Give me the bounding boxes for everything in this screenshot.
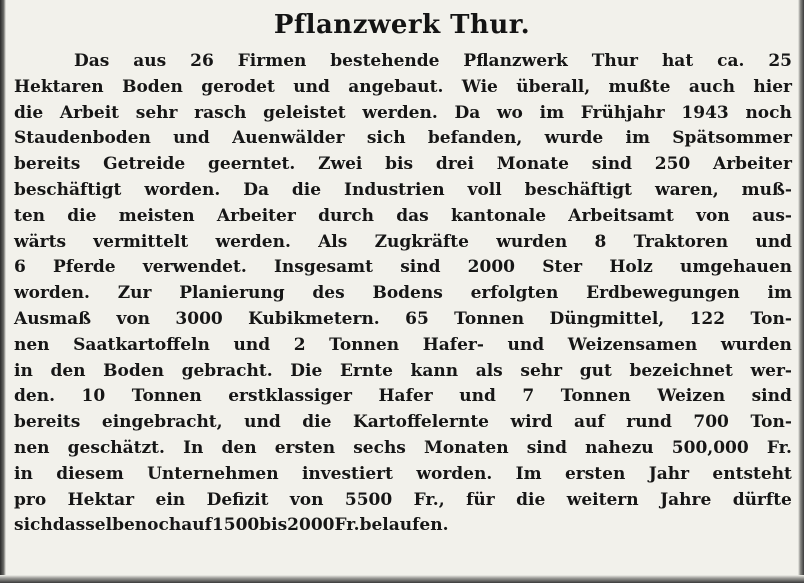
article-word: 2000	[467, 257, 515, 278]
article-word: Ton-	[750, 308, 792, 329]
article-word: durch	[318, 205, 374, 226]
article-word: bis	[385, 154, 414, 175]
article-word: beschäftigt	[14, 179, 122, 200]
article-word: 8	[594, 231, 607, 252]
article-word: noch	[134, 515, 182, 536]
article-word: drei	[435, 154, 474, 175]
article-word: des	[312, 283, 345, 304]
article-word: ersten	[274, 437, 336, 458]
article-word: Pflanzwerk	[463, 51, 568, 71]
article-line	[14, 101, 792, 127]
article-word: sind	[400, 257, 441, 278]
article-word: nahezu	[585, 437, 654, 458]
article-word: Kubikmetern.	[248, 308, 380, 329]
article-word: Wie	[461, 76, 498, 97]
article-word: kann	[410, 360, 459, 381]
article-word: belaufen.	[359, 515, 449, 536]
article-word: in	[14, 463, 33, 484]
article-word: Boden	[122, 76, 183, 97]
article-word: werden.	[362, 102, 438, 123]
article-word: Traktoren	[633, 231, 729, 252]
article-word: sind	[526, 437, 567, 458]
article-word: von	[696, 205, 730, 226]
article-word: Frühjahr	[580, 102, 665, 123]
article-word: wer-	[750, 360, 792, 381]
article-word: Das	[74, 51, 110, 71]
article-word: Unternehmen	[147, 463, 279, 484]
article-word: dasselbe	[52, 515, 135, 536]
article-word: Zwei	[318, 154, 363, 175]
article-word: bezeichnet	[629, 360, 733, 381]
article-word: sehr	[135, 102, 178, 123]
article-word: wärts	[14, 231, 67, 252]
article-word: Hafer-	[422, 334, 484, 355]
article-word: waren,	[655, 179, 719, 200]
article-word: Ster	[542, 257, 583, 278]
article-word: 2	[293, 334, 306, 355]
article-word: Auenwälder	[232, 128, 345, 149]
article-word: von	[116, 308, 151, 329]
article-word: Monate	[496, 154, 569, 175]
article-word: als	[475, 360, 503, 381]
article-word: Arbeit	[59, 102, 120, 123]
article-word: Firmen	[237, 51, 307, 71]
article-word: 122	[689, 308, 726, 329]
article-word: Als	[318, 231, 348, 252]
article-word: den	[50, 360, 86, 381]
article-word: 7	[522, 386, 535, 407]
article-word: worden.	[416, 463, 493, 484]
article-word: für	[466, 489, 495, 510]
article-word: nen	[14, 334, 50, 355]
article-word: ein	[155, 489, 186, 510]
article-word: In	[183, 437, 204, 458]
article-word: Im	[515, 463, 542, 484]
article-word: meisten	[118, 205, 195, 226]
article-word: bereits	[14, 154, 81, 175]
article-word: Tonnen	[131, 386, 202, 407]
article-word: im	[625, 128, 650, 149]
article-word: vermittelt	[93, 231, 189, 252]
article-word: wurden	[720, 334, 792, 355]
article-line	[14, 384, 792, 410]
article-word: die	[291, 179, 322, 200]
article-word: 2000	[287, 515, 335, 536]
article-word: 65	[405, 308, 429, 329]
article-word: 25	[768, 51, 792, 71]
article-word: bestehende	[330, 51, 440, 71]
article-word: 700	[693, 412, 729, 433]
article-word: kantonale	[451, 205, 547, 226]
article-word: Zur	[117, 283, 152, 304]
article-word: bereits	[14, 412, 81, 433]
article-word: Getreide	[103, 154, 186, 175]
article-word: eingebracht,	[101, 412, 223, 433]
article-word: im	[539, 102, 565, 123]
article-line	[14, 513, 792, 539]
article-word: gut	[579, 360, 612, 381]
article-word: die	[302, 412, 332, 433]
article-word: geschätzt.	[67, 437, 165, 458]
article-word: Spätsommer	[672, 128, 792, 149]
article-word: auf	[181, 515, 212, 536]
article-word: Weizen	[657, 386, 726, 407]
article-word: Tonnen	[329, 334, 400, 355]
article-word: die	[516, 489, 546, 510]
scan-right-edge	[798, 0, 804, 583]
article-word: Arbeitsamt	[568, 205, 674, 226]
article-line	[14, 49, 792, 75]
article-word: Hektar	[67, 489, 135, 510]
article-word: in	[14, 360, 33, 381]
article-word: Ernte	[339, 360, 393, 381]
article-word: 1943	[681, 102, 729, 123]
article-word: bis	[259, 515, 288, 536]
article-word: wo	[496, 102, 523, 123]
article-word: im	[767, 283, 792, 304]
article-word: verwendet.	[142, 257, 247, 278]
article-line	[14, 436, 792, 462]
article-word: investiert	[301, 463, 393, 484]
article-word: gerodet	[201, 76, 275, 97]
article-word: 500,000	[671, 437, 749, 458]
article-line	[14, 462, 792, 488]
article-word: Defizit	[206, 489, 269, 510]
article-word: von	[289, 489, 324, 510]
article-word: rund	[626, 412, 672, 433]
article-line	[14, 333, 792, 359]
article-word: Saatkartoffeln	[73, 334, 210, 355]
article-word: Hafer	[378, 386, 433, 407]
article-line	[14, 126, 792, 152]
article-line	[14, 75, 792, 101]
article-line	[14, 281, 792, 307]
article-word: Düngmittel,	[549, 308, 665, 329]
article-word: auf	[574, 412, 605, 433]
article-word: angebaut.	[348, 76, 444, 97]
article-word: gebracht.	[181, 360, 273, 381]
article-word: worden.	[144, 179, 221, 200]
article-word: den	[221, 437, 257, 458]
article-title: Pflanzwerk Thur.	[273, 10, 531, 40]
article-word: Kartoffelernte	[353, 412, 489, 433]
article-word: dürfte	[732, 489, 792, 510]
article-word: die	[67, 205, 97, 226]
article-word: und	[233, 334, 271, 355]
article-word: 3000	[175, 308, 223, 329]
article-word: werden.	[215, 231, 291, 252]
article-word: Monaten	[424, 437, 509, 458]
article-line	[14, 359, 792, 385]
article-word: Thur	[591, 51, 639, 71]
article-word: Fr.	[766, 437, 792, 458]
article-word: 26	[190, 51, 214, 71]
article-word: Industrien	[344, 179, 445, 200]
article-word: geerntet.	[208, 154, 296, 175]
article-word: überall,	[516, 76, 591, 97]
article-body	[14, 49, 792, 539]
article-word: umgehauen	[680, 257, 792, 278]
article-word: Fr.,	[413, 489, 445, 510]
article-line	[14, 488, 792, 514]
article-word: diesem	[56, 463, 124, 484]
article-word: und	[507, 334, 545, 355]
article-word: weitern	[566, 489, 639, 510]
article-word: wird	[510, 412, 553, 433]
article-word: 10	[81, 386, 106, 407]
article-line	[14, 307, 792, 333]
article-word: Da	[243, 179, 269, 200]
article-word: Da	[454, 102, 481, 123]
scan-bottom-edge	[0, 575, 804, 583]
article-word: sich	[14, 515, 53, 536]
article-word: wurden	[496, 231, 568, 252]
article-word: Hektaren	[14, 76, 104, 97]
article-word: voll	[467, 179, 502, 200]
article-word: Pferde	[53, 257, 116, 278]
article-word: aus	[133, 51, 167, 71]
article-line	[14, 230, 792, 256]
article-word: befanden,	[427, 128, 523, 149]
article-word: ten	[14, 205, 46, 226]
article-word: nen	[14, 437, 50, 458]
article-word: die	[14, 102, 44, 123]
article-word: hier	[753, 76, 792, 97]
article-word: aus-	[751, 205, 792, 226]
article-line	[14, 204, 792, 230]
article-word: 6	[14, 257, 26, 278]
article-word: geleistet	[263, 102, 346, 123]
article-word: und	[293, 76, 330, 97]
article-word: ersten	[564, 463, 626, 484]
article-word: rasch	[194, 102, 247, 123]
article-word: 250	[654, 154, 691, 175]
article-word: sechs	[353, 437, 406, 458]
article-line	[14, 178, 792, 204]
scan-left-edge	[0, 0, 6, 583]
article-line	[14, 152, 792, 178]
article-word: entsteht	[712, 463, 792, 484]
article-word: Zugkräfte	[374, 231, 469, 252]
article-word: erfolgten	[470, 283, 559, 304]
article-word: Planierung	[179, 283, 285, 304]
article-word: Insgesamt	[273, 257, 373, 278]
article-word: beschäftigt	[524, 179, 633, 200]
article-word: wurde	[544, 128, 604, 149]
article-word: Erdbewegungen	[586, 283, 740, 304]
article-word: muß-	[741, 179, 792, 200]
article-word: mußte	[608, 76, 671, 97]
article-word: sind	[751, 386, 792, 407]
article-word: Arbeiter	[216, 205, 296, 226]
article-word: noch	[745, 102, 792, 123]
article-word: Bodens	[372, 283, 443, 304]
article-word: und	[459, 386, 496, 407]
article-word: und	[755, 231, 792, 252]
article-word: das	[396, 205, 429, 226]
article-word: Tonnen	[454, 308, 525, 329]
article-word: erstklassiger	[228, 386, 352, 407]
article-word: Staudenboden	[14, 128, 151, 149]
article-word: worden.	[14, 283, 90, 304]
article-word: sehr	[520, 360, 563, 381]
article-word: Jahre	[660, 489, 712, 510]
article-word: 1500	[211, 515, 260, 536]
article-word: Ton-	[750, 412, 792, 433]
article-word: 5500	[344, 489, 393, 510]
article-word: ca.	[717, 51, 745, 71]
article-word: und	[173, 128, 210, 149]
article-word: Boden	[103, 360, 164, 381]
article-word: Jahr	[648, 463, 690, 484]
article-word: Ausmaß	[14, 308, 92, 329]
article-word: sind	[591, 154, 632, 175]
article-word: Fr.	[334, 515, 360, 536]
article-word: Arbeiter	[713, 154, 792, 175]
article-word: auch	[688, 76, 735, 97]
article-line	[14, 255, 792, 281]
article-line	[14, 410, 792, 436]
article-word: Weizensamen	[567, 334, 698, 355]
article-word: den.	[14, 386, 55, 407]
article-word: Die	[290, 360, 323, 381]
article-word: und	[244, 412, 281, 433]
article-word: hat	[661, 51, 694, 71]
article-word: sich	[366, 128, 406, 149]
article-word: Tonnen	[560, 386, 631, 407]
article-word: pro	[14, 489, 47, 510]
article-word: Holz	[609, 257, 653, 278]
